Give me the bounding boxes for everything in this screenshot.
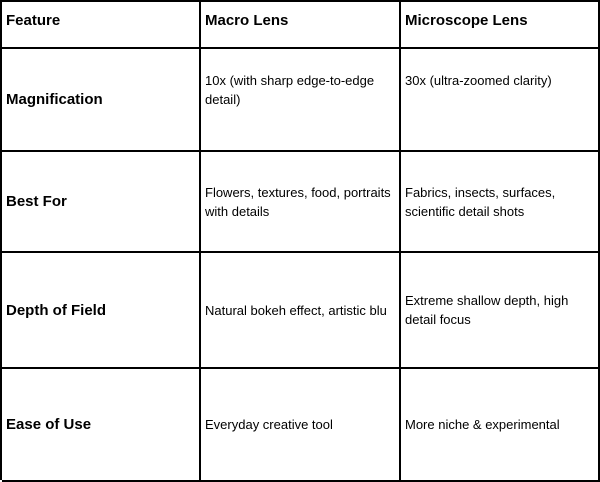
macro-value: Everyday creative tool [205,417,333,432]
microscope-cell [401,369,600,482]
row-label-cell [2,49,201,152]
row-label-cell [2,369,201,482]
macro-value: Natural bokeh effect, artistic blu [205,302,387,318]
table-row [2,253,600,369]
row-label: Depth of Field [6,301,106,319]
microscope-cell [401,49,600,152]
macro-cell [201,49,401,152]
macro-value: Flowers, textures, food, portraits with details [205,184,391,219]
header-macro-lens: Macro Lens [201,2,401,49]
header-microscope-lens: Microscope Lens [401,2,600,49]
row-label-cell [2,152,201,253]
header-feature: Feature [2,2,201,49]
table-header-row [2,2,600,49]
row-label-cell [2,253,201,369]
microscope-cell [401,253,600,369]
row-label: Ease of Use [6,416,92,433]
row-label: Magnification [6,91,103,108]
table-row [2,152,600,253]
microscope-value: More niche & experimental [405,417,560,432]
macro-value: 10x (with sharp edge-to-edge detail) [205,73,375,107]
table-row [2,369,600,482]
microscope-cell [401,152,600,253]
table-row [2,49,600,152]
macro-cell [201,152,401,253]
microscope-value: Extreme shallow depth, high detail focus [405,293,569,327]
microscope-value: 30x (ultra-zoomed clarity) [405,73,552,88]
macro-cell [201,253,401,369]
row-label: Best For [6,193,67,210]
microscope-value: Fabrics, insects, surfaces, scientific detail shots [405,184,556,219]
macro-cell [201,369,401,482]
